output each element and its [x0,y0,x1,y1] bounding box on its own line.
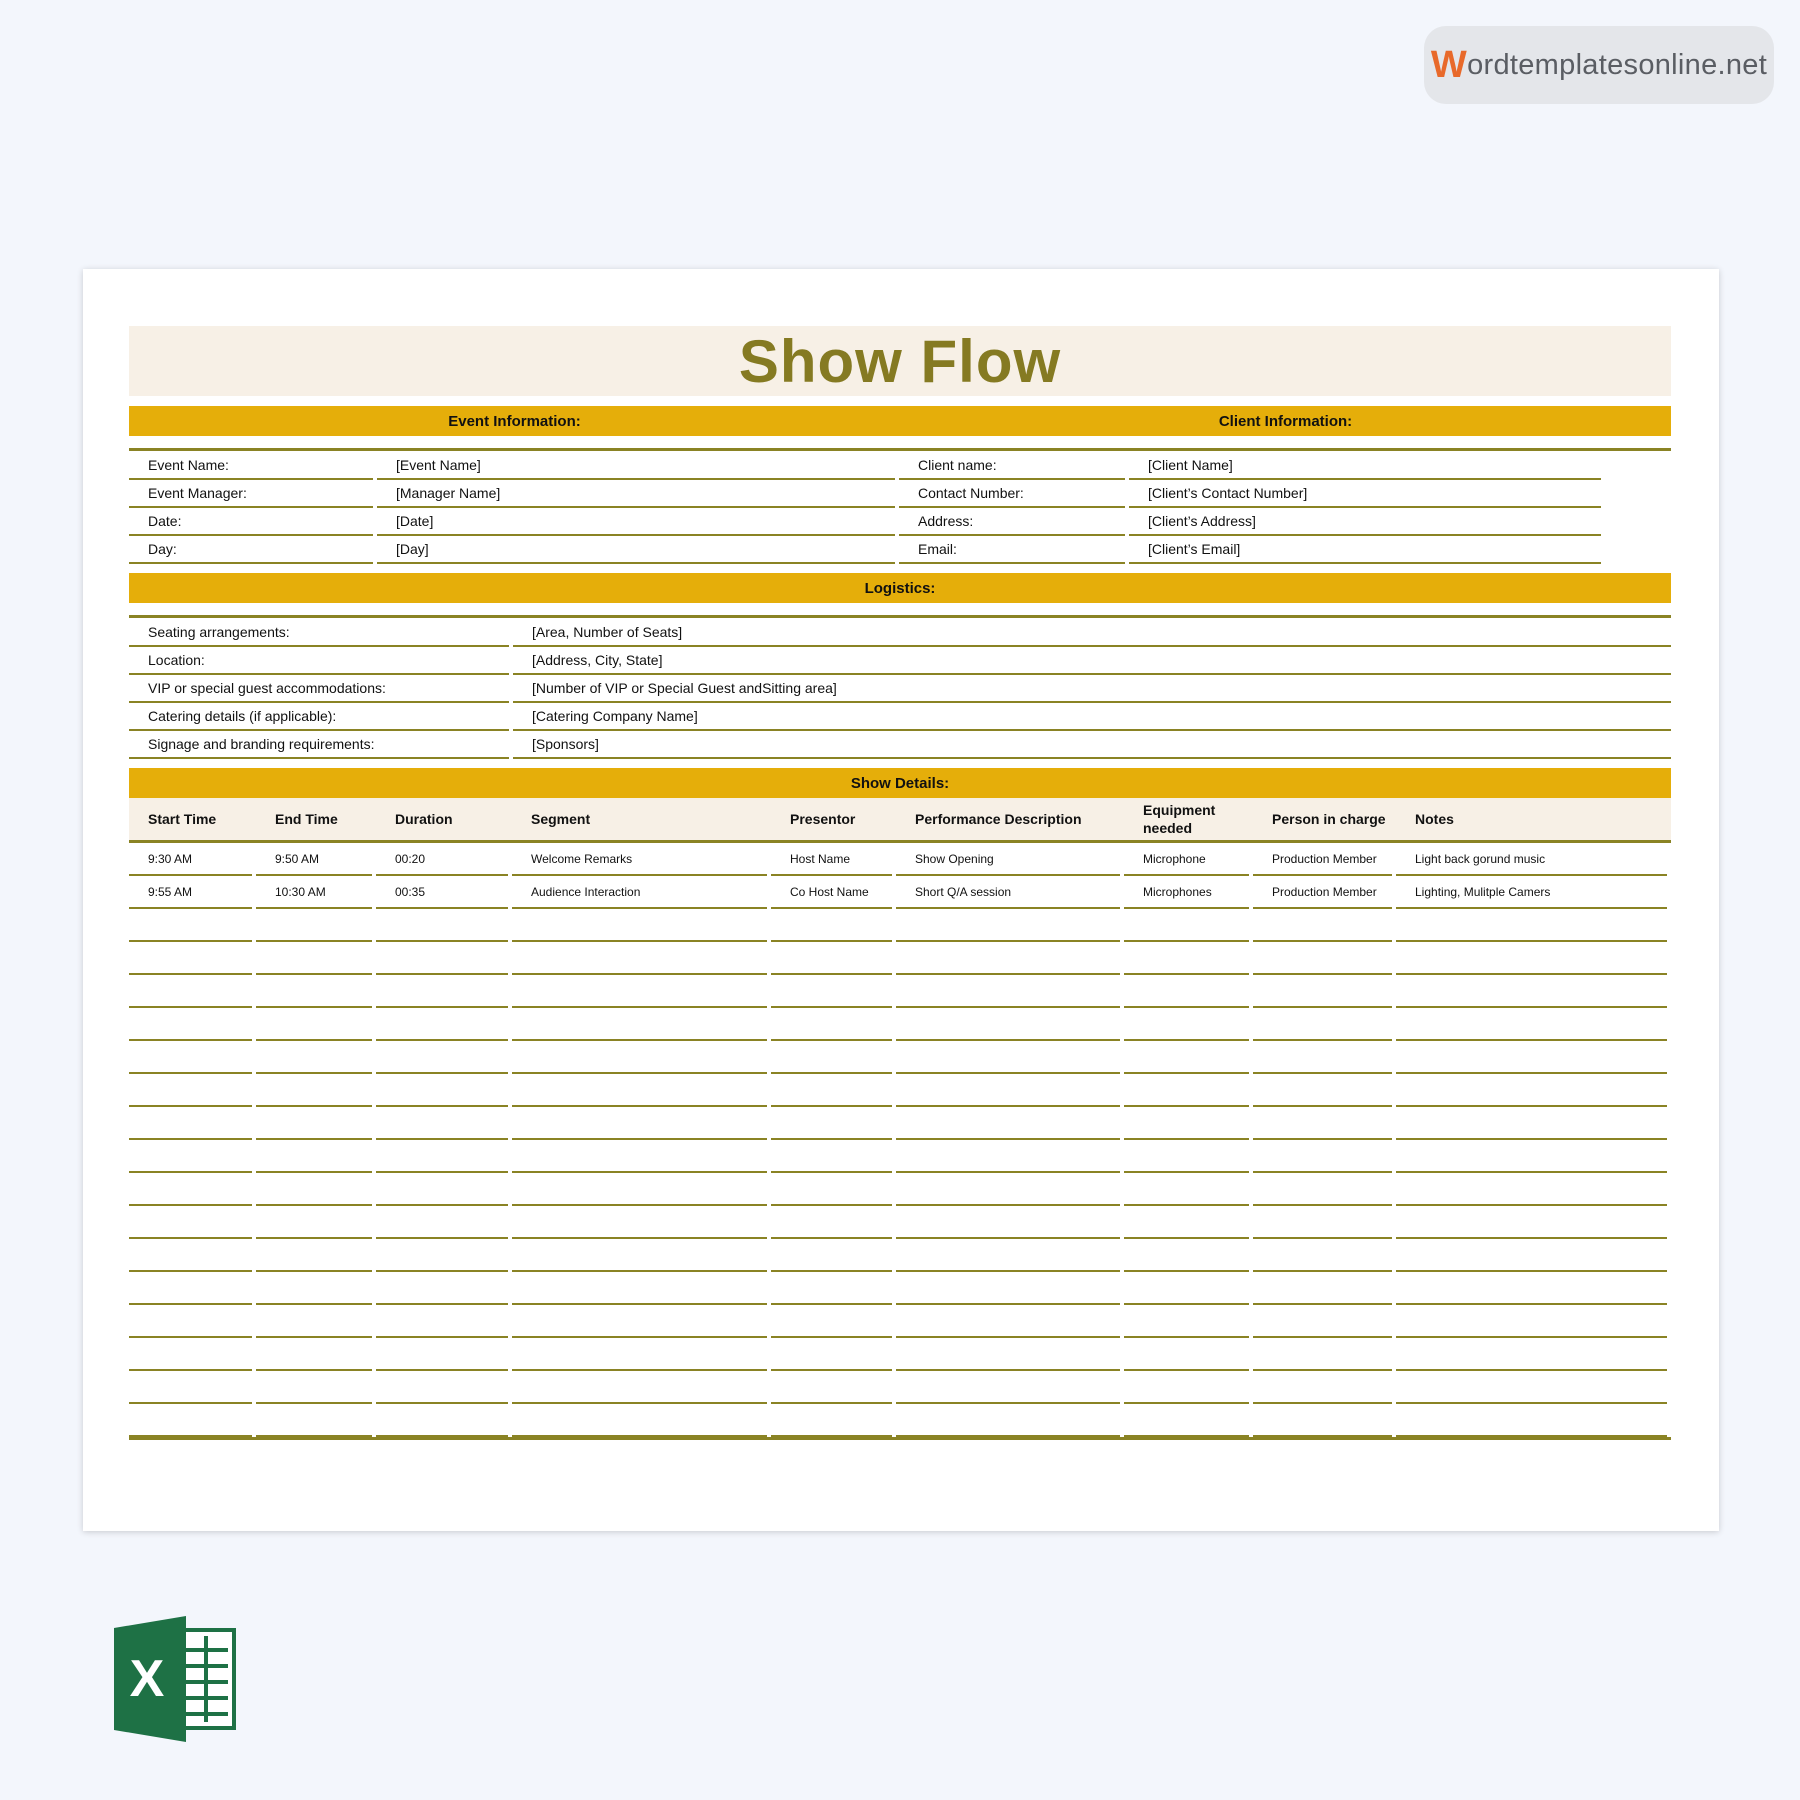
brand-text: ordtemplatesonline.net [1467,48,1768,81]
table-cell [376,1206,508,1239]
table-cell [1253,843,1392,876]
table-cell [1253,975,1392,1008]
column-header: Person in charge [1272,811,1386,827]
table-cell [771,942,892,975]
table-cell [771,975,892,1008]
table-cell-text: Show Opening [915,851,994,866]
table-cell [1124,909,1249,942]
table-cell-text: Short Q/A session [915,884,1012,899]
event-info-label [129,451,373,480]
table-cell [1124,1074,1249,1107]
table-cell [771,1107,892,1140]
event-info-value-text: [Date] [396,512,434,529]
table-cell [1124,1041,1249,1074]
table-cell [771,1206,892,1239]
table-cell [896,1404,1120,1437]
table-cell [129,1371,252,1404]
info-header-bar [129,406,1671,436]
table-cell [1253,1140,1392,1173]
event-info-value-text: [Manager Name] [396,484,501,501]
table-cell [376,909,508,942]
logistics-label [129,646,509,675]
table-cell-text: Microphone [1143,851,1206,866]
table-cell [771,1338,892,1371]
event-info-label [129,479,373,508]
table-cell [1124,1338,1249,1371]
table-cell [376,1173,508,1206]
table-cell [896,1074,1120,1107]
table-cell [1396,876,1667,909]
event-info-value [377,535,895,564]
table-cell [129,1305,252,1338]
table-cell [771,1173,892,1206]
table-cell [376,1239,508,1272]
logistics-label-text: Seating arrangements: [148,623,290,640]
show-details-header-bar [129,768,1671,798]
brand-badge [1424,26,1774,104]
table-cell [771,909,892,942]
table-cell [376,1272,508,1305]
table-cell [512,843,767,876]
table-cell [1396,1074,1667,1107]
table-cell [1396,1239,1667,1272]
table-cell [129,1239,252,1272]
table-cell [1253,942,1392,975]
table-cell-text: Lighting, Mulitple Camers [1415,884,1551,899]
show-details-table [129,843,1671,1437]
table-cell [129,1338,252,1371]
event-info-label [129,507,373,536]
table-cell [376,1338,508,1371]
table-cell [376,975,508,1008]
table-cell [256,1239,372,1272]
table-cell-text: Production Member [1272,851,1377,866]
empty-table-row [129,1404,1671,1437]
logistics-row [129,730,1671,758]
table-cell [896,1008,1120,1041]
table-cell [512,876,767,909]
table-cell [1253,1272,1392,1305]
column-header: Presentor [790,811,856,827]
table-cell [1253,1404,1392,1437]
logistics-header-bar [129,573,1671,603]
table-cell [129,1041,252,1074]
brand-initial: W [1430,43,1468,86]
table-cell [376,942,508,975]
table-cell [771,1371,892,1404]
logistics-label-text: Location: [148,651,205,668]
table-cell [896,1305,1120,1338]
event-info-value [377,479,895,508]
table-cell [512,1272,767,1305]
table-cell [512,1239,767,1272]
table-cell [129,1074,252,1107]
table-cell [771,843,892,876]
logistics-value-text: [Number of VIP or Special Guest andSitting area] [532,679,837,696]
table-cell [896,1140,1120,1173]
table-cell [1396,1107,1667,1140]
logistics-label [129,702,509,731]
excel-icon [114,1616,240,1742]
info-row [129,507,1671,535]
table-cell [129,1206,252,1239]
table-cell [1396,1206,1667,1239]
empty-table-row [129,1140,1671,1173]
table-cell-text: Audience Interaction [531,884,641,899]
table-cell [129,1008,252,1041]
document-sheet [83,269,1719,1531]
empty-table-row [129,1338,1671,1371]
document-content [129,326,1671,1440]
client-info-value [1129,451,1601,480]
table-cell [1124,1404,1249,1437]
table-cell [771,876,892,909]
table-cell [256,1140,372,1173]
table-cell [896,1338,1120,1371]
table-cell-text: Microphones [1143,884,1212,899]
table-cell [376,1140,508,1173]
table-cell [1124,1371,1249,1404]
empty-table-row [129,1074,1671,1107]
table-cell [771,1008,892,1041]
table-row [129,843,1671,876]
logistics-label-text: Signage and branding requirements: [148,735,375,752]
table-cell [1124,1305,1249,1338]
client-info-value [1129,507,1601,536]
table-cell [1396,942,1667,975]
empty-table-row [129,1272,1671,1305]
empty-table-row [129,1041,1671,1074]
event-info-label-text: Event Name: [148,456,229,473]
table-cell [376,1371,508,1404]
logistics-row [129,702,1671,730]
table-cell [771,1041,892,1074]
empty-table-row [129,1371,1671,1404]
column-header: Notes [1415,811,1454,827]
table-cell [771,1074,892,1107]
logistics-label [129,618,509,647]
show-details-header: Show Details: [850,774,950,792]
table-cell [1253,1371,1392,1404]
table-cell [256,1272,372,1305]
event-info-header: Event Information: [448,412,581,430]
table-cell [896,909,1120,942]
column-header: Duration [395,811,453,827]
table-cell [896,1371,1120,1404]
client-info-label-text: Contact Number: [918,484,1024,501]
table-cell-text: 9:55 AM [148,884,193,899]
table-cell [376,1074,508,1107]
logistics-row [129,674,1671,702]
event-info-label [129,535,373,564]
empty-table-row [129,1008,1671,1041]
table-cell [896,1041,1120,1074]
table-cell [129,1173,252,1206]
table-cell [1253,1041,1392,1074]
table-cell-text: Light back gorund music [1415,851,1546,866]
table-cell [512,1404,767,1437]
table-cell [256,1371,372,1404]
table-cell [1124,1173,1249,1206]
table-cell [1253,1074,1392,1107]
table-cell [1396,1140,1667,1173]
table-cell [1124,1008,1249,1041]
table-cell [512,1107,767,1140]
table-cell [376,876,508,909]
table-cell [256,843,372,876]
table-cell-text: Host Name [790,851,851,866]
table-cell [1396,1305,1667,1338]
logistics-value [513,702,1671,731]
table-cell [256,1041,372,1074]
table-cell [256,975,372,1008]
logistics-value-text: [Catering Company Name] [532,707,698,724]
table-cell [512,1140,767,1173]
table-cell [1396,909,1667,942]
empty-table-row [129,975,1671,1008]
table-cell [771,1140,892,1173]
table-cell [256,1107,372,1140]
table-cell [1253,1206,1392,1239]
table-cell [129,843,252,876]
document-title: Show Flow [129,326,1671,396]
table-cell [129,1107,252,1140]
table-cell-text: 9:30 AM [148,851,193,866]
client-info-value [1129,535,1601,564]
table-cell [512,1173,767,1206]
table-cell [129,876,252,909]
logistics-value-text: [Sponsors] [532,735,599,752]
info-row [129,479,1671,507]
table-cell [256,876,372,909]
table-cell [1396,1173,1667,1206]
logistics-label-text: VIP or special guest accommodations: [148,679,386,696]
svg-text:X: X [129,1650,165,1708]
empty-table-row [129,942,1671,975]
table-cell [896,1107,1120,1140]
event-info-value-text: [Event Name] [396,456,481,473]
table-cell [1253,1239,1392,1272]
table-cell [896,1272,1120,1305]
table-cell-text: 00:35 [395,884,426,899]
event-info-label-text: Day: [148,540,177,557]
table-cell [256,1008,372,1041]
event-info-label-text: Event Manager: [148,484,247,501]
event-info-value [377,451,895,480]
client-info-value-text: [Client Name] [1148,456,1233,473]
table-cell [129,975,252,1008]
table-cell [256,1074,372,1107]
client-info-value-text: [Client’s Contact Number] [1148,484,1308,501]
empty-table-row [129,1305,1671,1338]
event-info-value [377,507,895,536]
table-cell [1396,975,1667,1008]
table-cell [896,975,1120,1008]
table-cell-text: 9:50 AM [275,851,320,866]
logistics-value-text: [Address, City, State] [532,651,663,668]
table-cell [256,942,372,975]
client-info-label-text: Address: [918,512,974,529]
table-cell [896,876,1120,909]
logistics-table [129,618,1671,758]
show-details-column-header [129,798,1671,843]
table-cell [512,1074,767,1107]
table-cell [771,1404,892,1437]
table-cell [1124,1272,1249,1305]
table-cell [1124,843,1249,876]
table-cell [1396,1404,1667,1437]
table-cell [1253,876,1392,909]
column-header: End Time [275,811,338,827]
logistics-value-text: [Area, Number of Seats] [532,623,683,640]
table-row [129,876,1671,909]
empty-table-row [129,1173,1671,1206]
table-cell [1124,1140,1249,1173]
table-cell [512,1041,767,1074]
table-cell [1124,1206,1249,1239]
table-cell-text: 00:20 [395,851,426,866]
table-cell [129,942,252,975]
logistics-value [513,646,1671,675]
info-table [129,451,1671,563]
column-header: Equipment needed [1143,802,1216,836]
table-cell [1253,1173,1392,1206]
event-info-value-text: [Day] [396,540,429,557]
table-cell [376,1305,508,1338]
logistics-value [513,730,1671,759]
table-cell [376,1107,508,1140]
event-info-label-text: Date: [148,512,182,529]
logistics-label-text: Catering details (if applicable): [148,707,337,724]
table-cell [1396,1371,1667,1404]
table-cell [1253,1008,1392,1041]
table-cell [512,909,767,942]
table-cell [1396,1338,1667,1371]
logistics-label [129,730,509,759]
logistics-label [129,674,509,703]
table-cell [1124,1239,1249,1272]
logistics-header: Logistics: [864,579,936,597]
table-cell [512,1206,767,1239]
logistics-value [513,674,1671,703]
logistics-row [129,618,1671,646]
table-cell [1253,1107,1392,1140]
table-cell [256,1338,372,1371]
table-cell [512,1371,767,1404]
table-cell [512,1008,767,1041]
table-cell [1396,1272,1667,1305]
client-info-label-text: Email: [918,540,957,557]
table-cell [256,1404,372,1437]
table-cell [256,1173,372,1206]
table-cell [771,1272,892,1305]
table-cell [129,909,252,942]
table-cell [1124,1107,1249,1140]
table-cell [896,942,1120,975]
table-cell-text: Co Host Name [790,884,869,899]
client-info-value-text: [Client’s Address] [1148,512,1256,529]
table-cell [512,942,767,975]
client-info-header: Client Information: [1218,412,1353,430]
table-cell [1253,1338,1392,1371]
table-cell [1124,975,1249,1008]
table-cell [896,1206,1120,1239]
client-info-label-text: Client name: [918,456,997,473]
logistics-value [513,618,1671,647]
table-cell [1253,909,1392,942]
table-cell [1253,1305,1392,1338]
table-cell [376,843,508,876]
client-info-label [899,535,1125,564]
table-cell-text: Welcome Remarks [531,851,633,866]
table-cell [896,1239,1120,1272]
table-cell [512,1338,767,1371]
table-cell [256,909,372,942]
client-info-label [899,479,1125,508]
table-cell [896,1173,1120,1206]
table-cell [1396,843,1667,876]
table-cell [1396,1041,1667,1074]
table-cell [129,1404,252,1437]
table-cell [376,1404,508,1437]
client-info-value-text: [Client’s Email] [1148,540,1241,557]
table-cell [129,1140,252,1173]
column-header: Start Time [148,811,217,827]
empty-table-row [129,1206,1671,1239]
client-info-value [1129,479,1601,508]
table-cell [376,1041,508,1074]
table-cell-text: Production Member [1272,884,1377,899]
column-header: Performance Description [915,811,1082,827]
logistics-row [129,646,1671,674]
table-cell [512,1305,767,1338]
info-row [129,451,1671,479]
table-cell [376,1008,508,1041]
table-cell [1124,942,1249,975]
table-cell [256,1206,372,1239]
table-cell [896,843,1120,876]
table-cell [1124,876,1249,909]
table-cell [1396,1008,1667,1041]
table-cell [256,1305,372,1338]
client-info-label [899,451,1125,480]
column-header: Segment [531,811,591,827]
table-cell [512,975,767,1008]
empty-table-row [129,1239,1671,1272]
table-cell [129,1272,252,1305]
table-cell [771,1305,892,1338]
info-row [129,535,1671,563]
table-cell [771,1239,892,1272]
empty-table-row [129,909,1671,942]
table-cell-text: 10:30 AM [275,884,326,899]
empty-table-row [129,1107,1671,1140]
client-info-label [899,507,1125,536]
